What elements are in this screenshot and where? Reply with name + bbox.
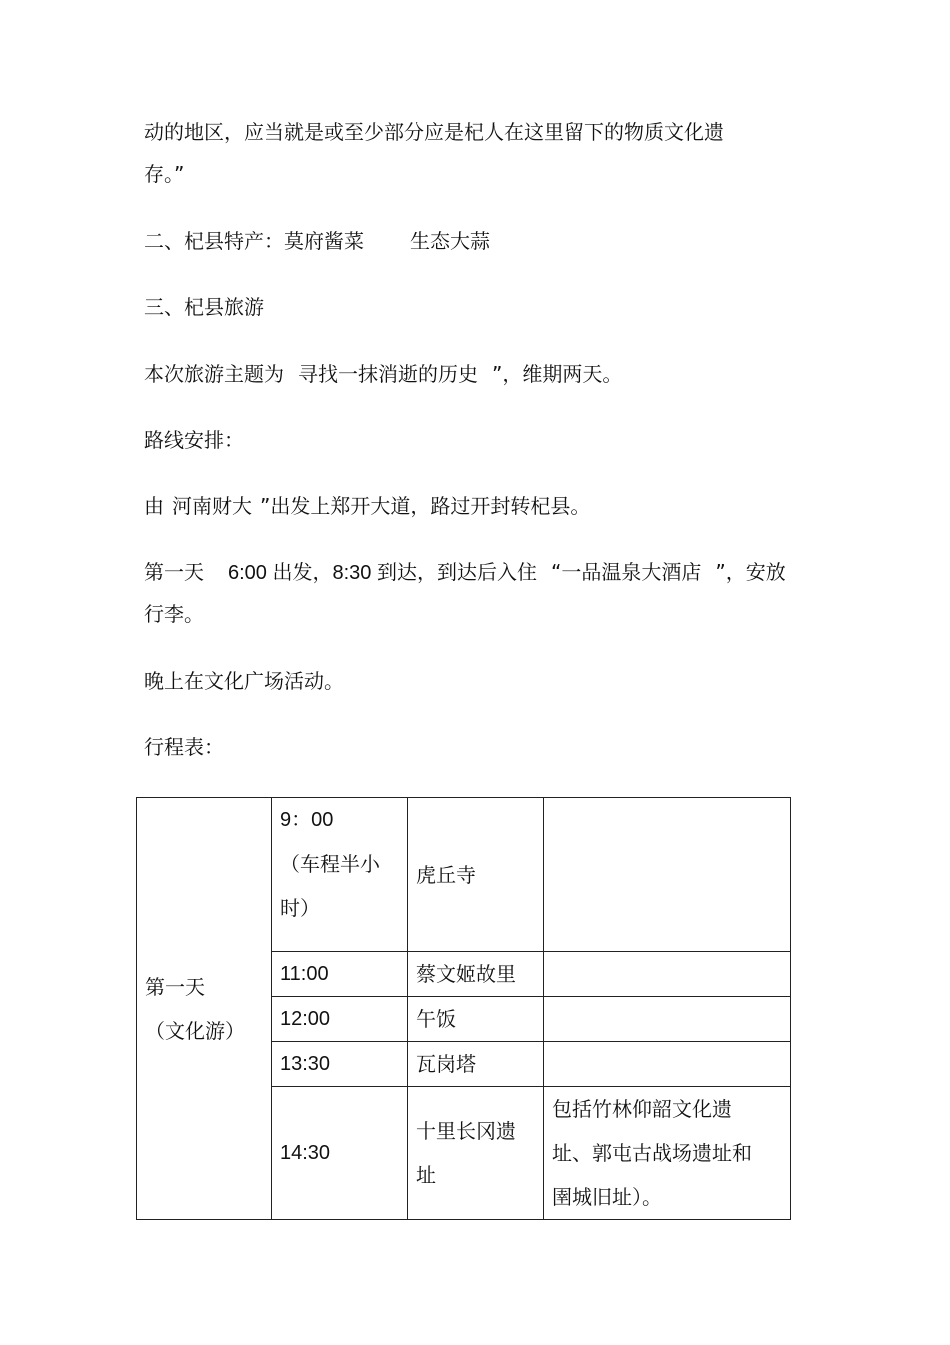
specialty-label: 二、杞县特产：莫府酱菜 — [144, 229, 364, 253]
text: 存。” — [144, 162, 185, 186]
text: 晚上在文化广场活动。 — [144, 669, 344, 693]
time-text: 12:00 — [280, 1008, 331, 1030]
note-text: 圉城旧址）。 — [552, 1185, 662, 1209]
paragraph-line — [144, 119, 724, 145]
time-cell — [272, 997, 408, 1042]
heading-text: 三、杞县旅游 — [144, 295, 264, 319]
evening-line — [144, 668, 344, 694]
time-text: 14:30 — [280, 1142, 331, 1164]
text: 第一天 — [144, 560, 204, 584]
place-text: 午饭 — [416, 1007, 456, 1031]
time-note: （车程半小 — [280, 852, 380, 876]
theme-line — [144, 361, 622, 387]
text: 行李。 — [144, 602, 204, 626]
time-text: 13:30 — [280, 1053, 331, 1075]
route-heading — [144, 427, 244, 453]
text: ”，安放 — [715, 560, 786, 584]
text: “一品温泉大酒店 — [550, 560, 702, 584]
tourism-heading — [144, 294, 264, 320]
time-text: 9：00 — [280, 809, 334, 831]
text: 寻找一抹消逝的历史 — [298, 362, 478, 386]
text: ”出发上郑开大道，路过开封转杞县。 — [260, 494, 591, 518]
note-cell — [544, 952, 791, 997]
day-label-cell — [137, 798, 272, 1220]
day-theme: （文化游） — [145, 1018, 245, 1043]
note-text: 址、郭屯古战场遗址和 — [552, 1141, 752, 1165]
place-text: 瓦岗塔 — [416, 1052, 476, 1076]
route-line — [144, 493, 590, 519]
heading-text: 路线安排： — [144, 428, 244, 452]
time-note: 时） — [280, 896, 320, 920]
place-cell — [408, 1042, 544, 1087]
time-cell — [272, 1087, 408, 1220]
table-row — [137, 798, 791, 952]
note-cell — [544, 798, 791, 952]
specialty-line — [144, 228, 490, 254]
place-cell — [408, 798, 544, 952]
place-text: 十里长冈遗 — [416, 1119, 516, 1143]
specialty-item: 生态大蒜 — [410, 229, 490, 253]
text: 河南财大 — [172, 494, 252, 518]
itinerary-heading — [144, 734, 224, 760]
time-cell — [272, 1042, 408, 1087]
itinerary-table — [136, 797, 791, 1220]
text: 6:00 出发，8:30 到达，到达后入住 — [228, 562, 537, 584]
text: 由 — [144, 494, 164, 518]
heading-text: 行程表： — [144, 735, 224, 759]
text: 本次旅游主题为 — [144, 362, 284, 386]
place-cell — [408, 952, 544, 997]
place-text: 虎丘寺 — [416, 862, 476, 887]
day1-line — [144, 559, 786, 586]
place-cell — [408, 997, 544, 1042]
time-cell — [272, 798, 408, 952]
note-cell — [544, 997, 791, 1042]
place-cell — [408, 1087, 544, 1220]
note-cell — [544, 1042, 791, 1087]
paragraph-line — [144, 161, 184, 187]
place-text: 址 — [416, 1163, 436, 1187]
time-text: 11:00 — [280, 963, 329, 985]
text: ”，维期两天。 — [492, 362, 623, 386]
text: 动的地区，应当就是或至少部分应是杞人在这里留下的物质文化遗 — [144, 120, 724, 144]
time-cell — [272, 952, 408, 997]
place-text: 蔡文姬故里 — [416, 962, 516, 986]
note-text: 包括竹林仰韶文化遗 — [552, 1097, 732, 1121]
day-label: 第一天 — [145, 974, 205, 999]
day1-line-2 — [144, 601, 204, 627]
note-cell — [544, 1087, 791, 1220]
